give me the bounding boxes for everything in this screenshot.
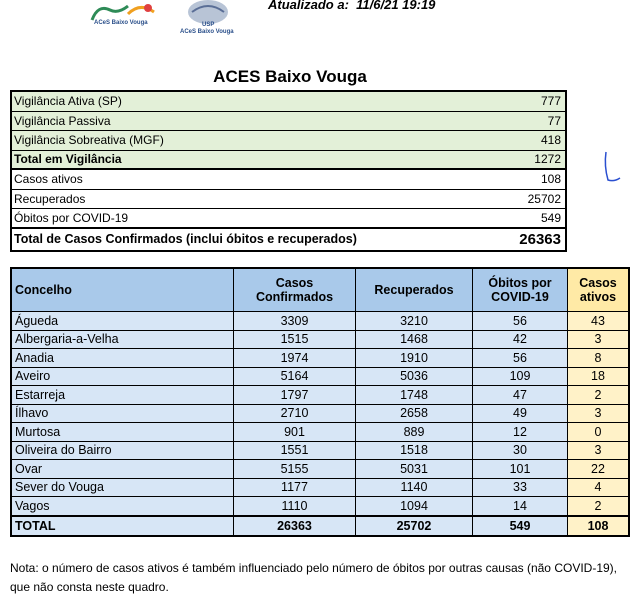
summary-label: Recuperados (14, 191, 86, 206)
summary-label: Vigilância Sobreativa (MGF) (14, 133, 164, 148)
summary-row (12, 190, 565, 210)
summary-label: Casos ativos (14, 172, 83, 187)
usp-logo (178, 0, 240, 38)
cell-recovered: 1748 (356, 386, 473, 405)
cell-recovered: 5036 (356, 367, 473, 386)
table-row (11, 330, 629, 349)
cell-active: 2 (568, 497, 630, 516)
table-row-total (11, 516, 629, 536)
table-row (11, 441, 629, 460)
cell-concelho: Oliveira do Bairro (11, 441, 234, 460)
table-row (11, 404, 629, 423)
cell-recovered: 3210 (356, 312, 473, 331)
cell-active: 8 (568, 349, 630, 368)
cell-concelho: Anadia (11, 349, 234, 368)
page-title: ACES Baixo Vouga (213, 67, 367, 86)
summary-value: 549 (540, 210, 561, 225)
cell-deaths: 33 (473, 478, 568, 497)
cell-recovered: 1468 (356, 330, 473, 349)
cell-confirmed: 1974 (234, 349, 356, 368)
cell-concelho: Águeda (11, 312, 234, 331)
summary-label: Óbitos por COVID-19 (14, 210, 129, 225)
cell-active: 3 (568, 404, 630, 423)
table-row (11, 423, 629, 442)
cell-confirmed: 1177 (234, 478, 356, 497)
cell-concelho: Aveiro (11, 367, 234, 386)
logo2-text: ACeS Baixo Vouga (180, 29, 234, 35)
cell-deaths: 549 (473, 516, 568, 536)
cell-deaths: 30 (473, 441, 568, 460)
cell-deaths: 56 (473, 349, 568, 368)
table-row (11, 497, 629, 516)
cell-concelho: Sever do Vouga (11, 478, 234, 497)
cell-confirmed: 1797 (234, 386, 356, 405)
cell-deaths: 42 (473, 330, 568, 349)
cell-active: 0 (568, 423, 630, 442)
summary-value: 418 (540, 133, 561, 148)
summary-row (12, 92, 565, 112)
cell-deaths: 56 (473, 312, 568, 331)
cell-recovered: 5031 (356, 460, 473, 479)
table-header-row (11, 268, 629, 312)
table-row (11, 478, 629, 497)
cell-concelho: Ovar (11, 460, 234, 479)
summary-row (12, 131, 565, 151)
summary-value: 26363 (519, 230, 561, 248)
cell-confirmed: 1551 (234, 441, 356, 460)
cell-deaths: 14 (473, 497, 568, 516)
cell-concelho: Murtosa (11, 423, 234, 442)
cell-recovered: 1518 (356, 441, 473, 460)
cell-deaths: 109 (473, 367, 568, 386)
table-row (11, 460, 629, 479)
col-header-deaths: Óbitos por COVID-19 (473, 268, 568, 312)
summary-row (12, 112, 565, 132)
cell-concelho: TOTAL (11, 516, 234, 536)
cell-confirmed: 901 (234, 423, 356, 442)
summary-label: Vigilância Ativa (SP) (14, 94, 122, 109)
updated-stamp (268, 0, 435, 12)
cell-recovered: 1910 (356, 349, 473, 368)
cell-active: 3 (568, 330, 630, 349)
cell-deaths: 101 (473, 460, 568, 479)
summary-value: 108 (540, 172, 561, 187)
cell-confirmed: 3309 (234, 312, 356, 331)
summary-row (12, 209, 565, 229)
updated-value: 11/6/21 19:19 (356, 0, 436, 12)
cell-active: 22 (568, 460, 630, 479)
cell-confirmed: 1515 (234, 330, 356, 349)
logo2-abbr: USP (202, 22, 215, 28)
municipality-table (10, 267, 630, 537)
summary-row (12, 170, 565, 190)
cell-recovered: 2658 (356, 404, 473, 423)
col-header-concelho: Concelho (11, 268, 234, 312)
cell-deaths: 12 (473, 423, 568, 442)
cell-deaths: 47 (473, 386, 568, 405)
table-row (11, 312, 629, 331)
cell-active: 18 (568, 367, 630, 386)
cell-concelho: Ílhavo (11, 404, 234, 423)
cell-concelho: Vagos (11, 497, 234, 516)
cell-recovered: 1140 (356, 478, 473, 497)
logo1-text: ACeS Baixo Vouga (94, 20, 148, 26)
cell-recovered: 25702 (356, 516, 473, 536)
cell-concelho: Albergaria-a-Velha (11, 330, 234, 349)
summary-label: Vigilância Passiva (14, 113, 111, 128)
cell-recovered: 1094 (356, 497, 473, 516)
summary-row-total-vigilance (12, 151, 565, 171)
cell-confirmed: 1110 (234, 497, 356, 516)
cell-active: 108 (568, 516, 630, 536)
cell-confirmed: 5155 (234, 460, 356, 479)
summary-label: Total em Vigilância (14, 152, 122, 167)
col-header-recovered: Recuperados (356, 268, 473, 312)
col-header-confirmed: Casos Confirmados (234, 268, 356, 312)
table-row (11, 349, 629, 368)
summary-value: 77 (547, 113, 561, 128)
cell-active: 4 (568, 478, 630, 497)
table-row (11, 386, 629, 405)
summary-label: Total de Casos Confirmados (inclui óbitos e recuperados) (14, 232, 357, 246)
cell-active: 3 (568, 441, 630, 460)
handwritten-mark-icon (600, 148, 624, 188)
footnote: Nota: o número de casos ativos é também influenciado pelo número de óbitos por outras causas (não COVID-19), que não consta neste quadro. (10, 561, 617, 594)
cell-active: 2 (568, 386, 630, 405)
cell-recovered: 889 (356, 423, 473, 442)
col-header-active: Casos ativos (568, 268, 630, 312)
aces-logo (88, 0, 168, 28)
cell-concelho: Estarreja (11, 386, 234, 405)
cell-active: 43 (568, 312, 630, 331)
updated-label: Atualizado a: (268, 0, 349, 12)
cell-confirmed: 5164 (234, 367, 356, 386)
summary-table (10, 90, 567, 252)
summary-value: 1272 (534, 152, 561, 167)
cell-confirmed: 2710 (234, 404, 356, 423)
summary-value: 25702 (527, 191, 561, 206)
summary-value: 777 (540, 94, 561, 109)
table-row (11, 367, 629, 386)
cell-confirmed: 26363 (234, 516, 356, 536)
summary-row-total-confirmed (12, 229, 565, 250)
cell-deaths: 49 (473, 404, 568, 423)
